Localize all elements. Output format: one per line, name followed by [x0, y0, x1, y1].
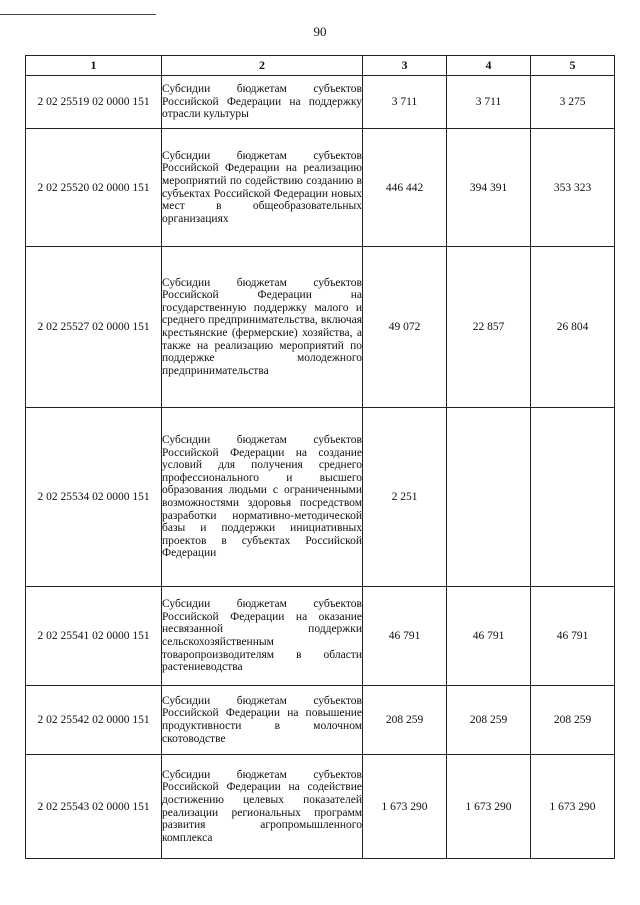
amount-col3: 1 673 290: [363, 755, 447, 859]
column-header-5: 5: [531, 56, 615, 76]
subsidy-description: Субсидии бюджетам субъектов Российской Федерации на государственную поддержку малого и среднего предпринимательства, включая крестьянские (фермерские) хозяйства, а также на реализацию мероприятий по поддержке молодежного предпринимательства: [162, 247, 363, 408]
subsidy-description: Субсидии бюджетам субъектов Российской Федерации на создание условий для получения среднего профессионального и высшего образования людьми с ограниченными возможностями здоровья посредством разработки нормативно-методической базы и поддержки инициативных проектов в субъектах Российской Федерации: [162, 408, 363, 587]
budget-code: 2 02 25542 02 0000 151: [26, 686, 162, 755]
page-number: 90: [313, 24, 327, 39]
scan-edge-line: [0, 14, 156, 15]
amount-col3: 46 791: [363, 587, 447, 686]
column-header-2: 2: [162, 56, 363, 76]
amount-col4: 22 857: [447, 247, 531, 408]
subsidy-description: Субсидии бюджетам субъектов Российской Федерации на реализацию мероприятий по содействию созданию в субъектах Российской Федерации новых мест в общеобразовательных организациях: [162, 129, 363, 247]
budget-code: 2 02 25534 02 0000 151: [26, 408, 162, 587]
table-row: [26, 587, 615, 686]
column-header-1: 1: [26, 56, 162, 76]
amount-col4: 208 259: [447, 686, 531, 755]
amount-col5: 1 673 290: [531, 755, 615, 859]
column-header-3: 3: [363, 56, 447, 76]
budget-code: 2 02 25527 02 0000 151: [26, 247, 162, 408]
table-row: [26, 686, 615, 755]
amount-col4: 46 791: [447, 587, 531, 686]
budget-code: 2 02 25520 02 0000 151: [26, 129, 162, 247]
subsidy-description: Субсидии бюджетам субъектов Российской Федерации на содействие достижению целевых показателей реализации региональных программ развития агропромышленного комплекса: [162, 755, 363, 859]
subsidy-description: Субсидии бюджетам субъектов Российской Федерации на оказание несвязанной поддержки сельскохозяйственным товаропроизводителям в области растениеводства: [162, 587, 363, 686]
amount-col3: 3 711: [363, 76, 447, 129]
table-row: [26, 129, 615, 247]
amount-col4: 1 673 290: [447, 755, 531, 859]
subsidy-description: Субсидии бюджетам субъектов Российской Федерации на поддержку отрасли культуры: [162, 76, 363, 129]
budget-table: [25, 55, 615, 859]
amount-col4: [447, 408, 531, 587]
amount-col3: 208 259: [363, 686, 447, 755]
table-header-row: [26, 56, 615, 76]
amount-col5: [531, 408, 615, 587]
amount-col4: 3 711: [447, 76, 531, 129]
budget-code: 2 02 25519 02 0000 151: [26, 76, 162, 129]
amount-col4: 394 391: [447, 129, 531, 247]
column-header-4: 4: [447, 56, 531, 76]
amount-col3: 2 251: [363, 408, 447, 587]
amount-col5: 26 804: [531, 247, 615, 408]
budget-code: 2 02 25543 02 0000 151: [26, 755, 162, 859]
table-row: [26, 755, 615, 859]
amount-col5: 353 323: [531, 129, 615, 247]
amount-col5: 46 791: [531, 587, 615, 686]
amount-col5: 208 259: [531, 686, 615, 755]
amount-col5: 3 275: [531, 76, 615, 129]
table-row: [26, 247, 615, 408]
subsidy-description: Субсидии бюджетам субъектов Российской Федерации на повышение продуктивности в молочном скотоводстве: [162, 686, 363, 755]
table-row: [26, 76, 615, 129]
budget-code: 2 02 25541 02 0000 151: [26, 587, 162, 686]
table-row: [26, 408, 615, 587]
amount-col3: 49 072: [363, 247, 447, 408]
amount-col3: 446 442: [363, 129, 447, 247]
